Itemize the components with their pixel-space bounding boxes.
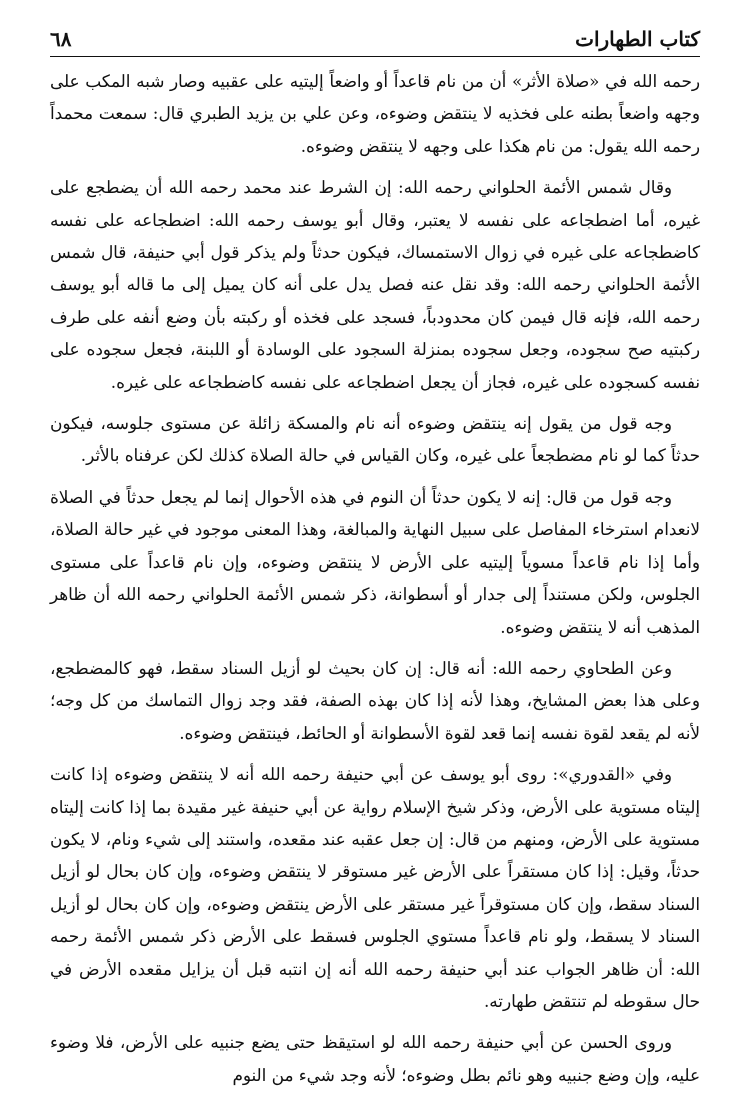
paragraph: رحمه الله في «صلاة الأثر» أن من نام قاعداً أو واضعاً إليتيه على عقبيه وصار شبه المكب على وجهه واضعاً بطنه على فخذيه لا ينتقض وضوءه، وعن علي بن يزيد الطبري قال: سمعت محمداً رحمه الله يقول: من نام هكذا على وجهه لا ينتقض وضوءه. (50, 71, 700, 156)
page-header (50, 22, 700, 57)
book-title: كتاب الطهارات (575, 27, 700, 51)
paragraph: وقال شمس الأئمة الحلواني رحمه الله: إن الشرط عند محمد رحمه الله أن يضطجع على غيره، أما اضطجاعه على نفسه لا يعتبر، وقال أبو يوسف رحمه الله: اضطجاعه على نفسه كاضطجاعه على غيره في زوال الاستمساك، فيكون حدثاً ولم يذكر قول أبي حنيفة، قال شمس الأئمة الحلواني رحمه الله: وقد نقل عنه فصل يدل على أنه كان يميل إلى ما قاله أبو يوسف رحمه الله، فإنه قال فيمن كان محدودباً، فسجد على فخذه أو ركبته بأن وضع أنفه على طرف ركبتيه صح سجوده، وجعل سجوده بمنزلة السجود على الوسادة أو اللبنة، فجعل سجوده على نفسه كسجوده على غيره، فجاز أن يجعل اضطجاعه على نفسه كاضطجاعه على غيره. (50, 177, 700, 392)
page-body (50, 65, 700, 1091)
paragraph: وجه قول من قال: إنه لا يكون حدثاً أن النوم في هذه الأحوال إنما لم يجعل حدثاً في الصلاة لانعدام استرخاء المفاصل على سبيل النهاية والمبالغة، وهذا المعنى موجود في غير حالة الصلاة، وأما إذا نام قاعداً مسوياً إليتيه على الأرض لا ينتقض وضوءه، وإن نام قاعداً على مستوى الجلوس، ولكن مستنداً إلى جدار أو أسطوانة، ذكر شمس الأئمة الحلواني رحمه الله أن ظاهر المذهب أنه لا ينتقض وضوءه. (50, 486, 700, 637)
paragraph: وجه قول من يقول إنه ينتقض وضوءه أنه نام والمسكة زائلة عن مستوى جلوسه، فيكون حدثاً كما لو نام مضطجعاً على غيره، وكان القياس في حالة الصلاة كذلك لكن عرفناه بالأثر. (50, 413, 700, 466)
paragraph: وفي «القدوري»: روى أبو يوسف عن أبي حنيفة رحمه الله أنه لا ينتقض وضوءه إذا كانت إليتاه مستوية على الأرض، وذكر شيخ الإسلام رواية عن أبي حنيفة غير مقيدة بما إذا كانت إليتاه مستوية على الأرض، ومنهم من قال: إن جعل عقبه عند مقعده، واستند إلى شيء ونام، لا يكون حدثاً، وقيل: إذا كان مستقراً على الأرض غير مستوقر لا ينتقض وضوءه، وإن كان بحال لو أزيل السناد سقط، وإن كان مستوقراً غير مستقر على الأرض ينتقض وضوءه، وإن كان بحال لو أزيل السناد لا يسقط، ولو نام قاعداً مستوي الجلوس فسقط على الأرض ذكر شمس الأئمة رحمه الله: أن ظاهر الجواب عند أبي حنيفة رحمه الله أنه إن انتبه قبل أن يزايل مقعده الأرض في حال سقوطه لم تنتقض طهارته. (50, 764, 700, 1011)
page-number: ٦٨ (50, 27, 72, 51)
paragraph: وروى الحسن عن أبي حنيفة رحمه الله لو استيقظ حتى يضع جنبيه على الأرض، فلا وضوء عليه، وإن وضع جنبيه وهو نائم بطل وضوءه؛ لأنه وجد شيء من النوم (50, 1032, 700, 1085)
paragraph: وعن الطحاوي رحمه الله: أنه قال: إن كان بحيث لو أزيل السناد سقط، فهو كالمضطجع، وعلى هذا بعض المشايخ، وهذا لأنه إذا كان بهذه الصفة، فقد وجد زوال التماسك من كل وجه؛ لأنه لم يقعد لقوة نفسه إنما قعد لقوة الأسطوانة أو الحائط، فينتقض وضوءه. (50, 657, 700, 743)
book-page (50, 22, 700, 1100)
